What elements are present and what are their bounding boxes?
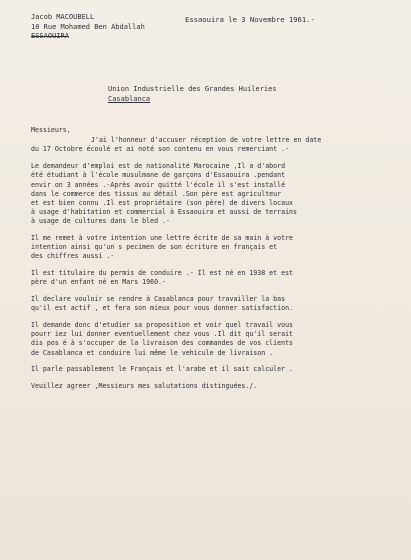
text-line: père d'un enfant né en Mars 1960.- bbox=[31, 278, 166, 287]
text-line: qu'il est actif , et fera son mieux pour vous donner satisfaction. bbox=[31, 304, 294, 313]
text-line: Il parle passablement le Français et l'arabe et il sait calculer . bbox=[31, 365, 294, 374]
sender-street: 10 Rue Mohamed Ben Abdallah bbox=[31, 22, 145, 31]
text-line: dans le commerce des tissus au détail .Son père est agriculteur bbox=[31, 189, 282, 198]
date-line: Essaouira le 3 Novembre 1961.- bbox=[185, 15, 315, 24]
recipient-city: Casablanca bbox=[108, 95, 151, 103]
paragraph-closing bbox=[31, 382, 403, 391]
sender-city: ESSAOUIRA bbox=[31, 32, 69, 40]
sender-address bbox=[31, 13, 145, 42]
text-line: intention ainsi qu'un s pecimen de son écriture en français et bbox=[31, 243, 278, 252]
recipient-address bbox=[108, 84, 277, 104]
paragraph-intent bbox=[31, 295, 403, 313]
paragraph-languages bbox=[31, 365, 403, 374]
text-line: été étudiant à l'école musulmane de garçons d'Essaouira .pendant bbox=[31, 171, 286, 180]
text-line: à usage d'habitation et commercial à Essaouira et aussi de terrains bbox=[31, 208, 297, 217]
paragraph-request bbox=[31, 321, 403, 358]
sender-name: Jacob MACOUBELL bbox=[31, 13, 95, 21]
text-line: Veuillez agreer ,Messieurs mes salutations distinguées./. bbox=[31, 381, 258, 390]
letter-body bbox=[31, 126, 403, 399]
paragraph-driving-license bbox=[31, 269, 403, 287]
text-line: envir on 3 années .-Après avoir quitté l'école il s'est installé bbox=[31, 180, 286, 189]
paragraph-applicant-background bbox=[31, 162, 403, 226]
text-line: Il demande donc d'etudier sa proposition et voir quel travail vous bbox=[31, 320, 294, 329]
text-line: Il declare vouloir se rendre à Casablanca pour travailler la bas bbox=[31, 295, 286, 304]
paragraph-handwritten-letter bbox=[31, 234, 403, 262]
text-line: Le demandeur d'emploi est de nationalité Marocaine ,Il a d'abord bbox=[31, 162, 286, 171]
text-line: et est bien connu .Il est propriétaire (son père) de divers locaux bbox=[31, 198, 294, 207]
text-line: Il est titulaire du permis de conduire .- Il est né en 1938 et est bbox=[31, 269, 294, 278]
text-line: Il me remet à votre intention une lettre écrite de sa main à votre bbox=[31, 234, 294, 243]
text-line: dis pos é à s'occuper de la livraison des commandes de vos clients bbox=[31, 339, 294, 348]
text-line: pourr iez lui donner eventuellement chez vous .Il dit qu'il serait bbox=[31, 330, 294, 339]
text-line: J'ai l'honneur d'accuser réception de votre lettre en date bbox=[91, 136, 322, 145]
text-line: de Casablanca et conduire lui même le vehicule de livraison . bbox=[31, 348, 274, 357]
salutation: Messieurs, bbox=[31, 126, 71, 134]
recipient-company: Union Industrielle des Grandes Huileries bbox=[108, 85, 277, 93]
text-line: à usage de cultures dans le bled .- bbox=[31, 217, 170, 226]
text-line: des chiffres aussi .- bbox=[31, 252, 115, 261]
paragraph-acknowledgement bbox=[31, 136, 403, 154]
text-line: du 17 Octobre écoulé et ai noté son contenu en vous remerciant .- bbox=[31, 145, 290, 154]
